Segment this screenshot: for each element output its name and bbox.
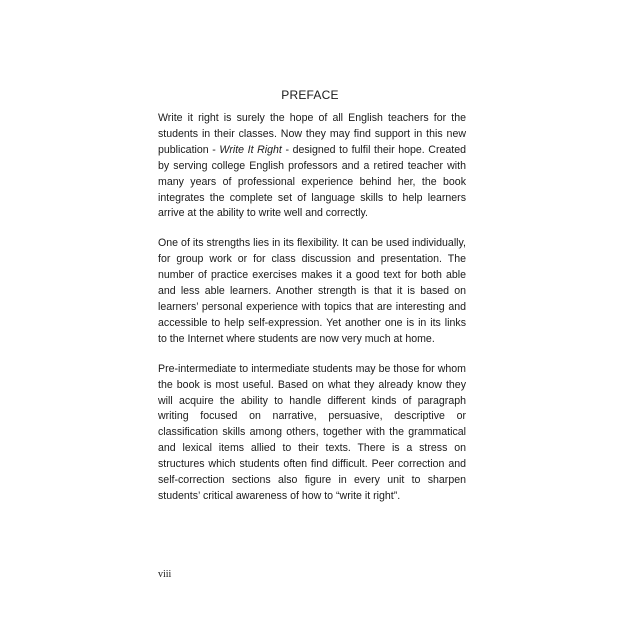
book-title: Write It Right xyxy=(219,143,282,156)
page-number: viii xyxy=(158,569,172,580)
page-title: PREFACE xyxy=(281,88,339,102)
preface-paragraph-3: Pre-intermediate to intermediate students may be those for whom the book is most useful. Based on what they already know they will acquire the ability to handle different kinds of paragraph writing focused on narrative, persuasive, descriptive or classification skills among others, together with the grammatical and lexical items allied to their texts. There is a stress on structures which students often find difficult. Peer correction and self-correction sections also figure in every unit to sharpen students’ critical awareness of how to “write it right”. xyxy=(158,362,466,502)
paragraph-1-text-end: - designed to fulfil their hope. Created by serving college English professors and a retired teacher with many years of professional experience behind her, the book integrates the complete set of language skills to help learners arrive at the ability to write well and correctly. xyxy=(158,143,466,220)
preface-paragraph-2: One of its strengths lies in its flexibility. It can be used individually, for group work or for class discussion and presentation. The number of practice exercises makes it a good text for both able and less able learners. Another strength is that it is based on learners’ personal experience with topics that are interesting and accessible to help self-expression. Yet another one is in its links to the Internet where students are now very much at home. xyxy=(158,237,466,345)
preface-paragraph-1 xyxy=(158,111,466,222)
paragraph-1-text-start: Write it right is surely the hope of all English teachers for the students in their classes. Now they may find support in this new publication - xyxy=(158,112,466,156)
preface-body xyxy=(158,111,466,519)
